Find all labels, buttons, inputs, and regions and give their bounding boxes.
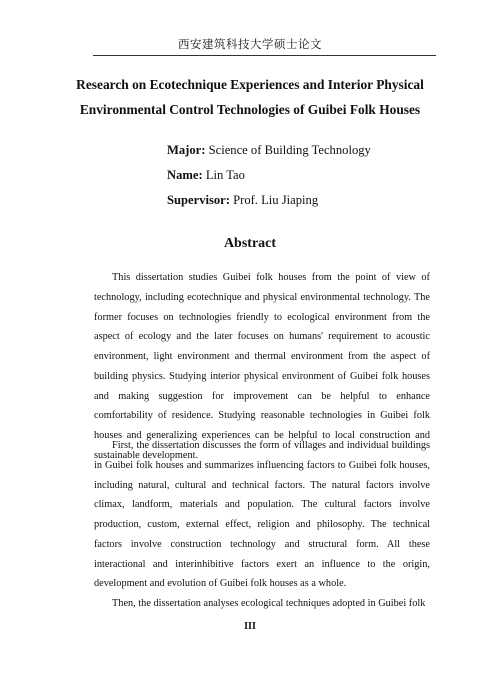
abstract-heading: Abstract <box>223 236 277 251</box>
supervisor-value: Prof. Liu Jiaping <box>229 193 319 207</box>
abstract-paragraph-1: This dissertation studies Guibei folk houses from the point of view of technology, including ecotechnique and physical environmental technology. The former focuses on technologies friendly to ecological environment from the aspect of ecology and the later focuses on humans' requirement to acoustic environment, light environment and thermal environment from the aspect of building physics. Studying interior physical environment of Guibei folk houses and making suggestion for improvement can be helpful to enhance comfortability of residence. Studying reasonable technologies in Guibei folk houses and generalizing experiences can be helpful to local construction and sustainable development. <box>94 272 430 461</box>
meta-supervisor <box>167 193 318 208</box>
page-number: III <box>244 621 256 632</box>
header-rule <box>93 55 436 56</box>
title-line-2: Environmental Control Technologies of Guibei Folk Houses <box>79 102 421 117</box>
name-label: Name: <box>167 168 203 182</box>
major-label: Major: <box>167 143 206 157</box>
major-value: Science of Building Technology <box>205 143 371 157</box>
name-value: Lin Tao <box>202 168 245 182</box>
running-head: 西安建筑科技大学硕士论文 <box>178 37 322 51</box>
supervisor-label: Supervisor: <box>167 193 230 207</box>
meta-name <box>167 168 245 183</box>
title-line-1: Research on Ecotechnique Experiences and Interior Physical <box>76 77 424 92</box>
meta-major <box>167 143 371 158</box>
abstract-paragraph-2: First, the dissertation discusses the form of villages and individual buildings in Guibei folk houses and summarizes influencing factors to Guibei folk houses, including natural, cultural and technical factors. The natural factors involve climax, landform, materials and population. The cultural factors involve production, custom, external effect, religion and philosophy. The technical factors involve construction technology and structural form. All these interactional and interinhibitive factors exert an influence to the origin, development and evolution of Guibei folk houses as a whole. <box>94 440 430 590</box>
abstract-paragraph-3: Then, the dissertation analyses ecological techniques adopted in Guibei folk <box>112 598 426 609</box>
